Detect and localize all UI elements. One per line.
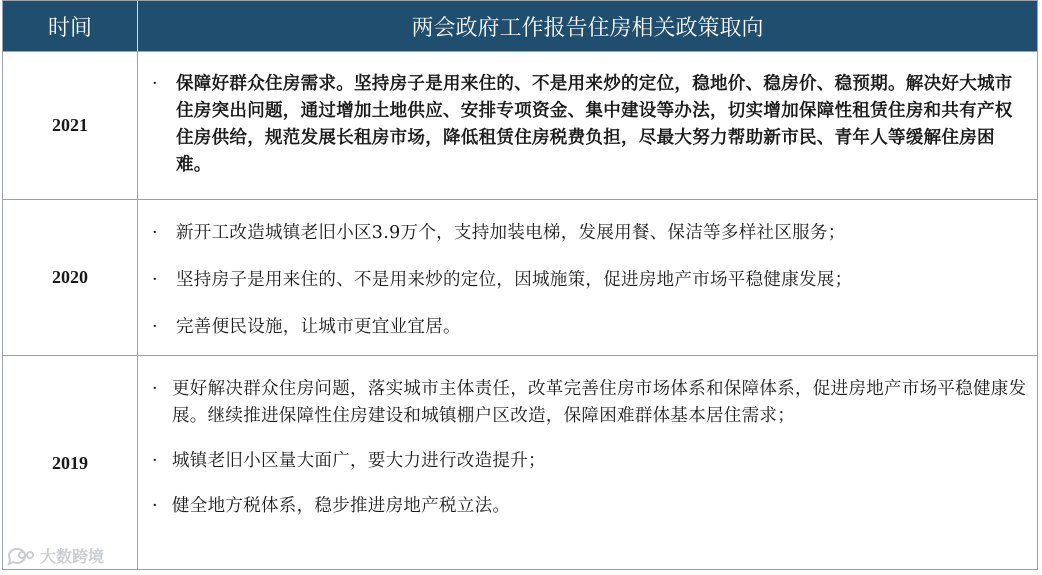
- year-cell: 2019: [3, 356, 138, 570]
- list-item: [152, 493, 1027, 520]
- policy-text: 保障好群众住房需求。坚持房子是用来住的、不是用来炒的定位，稳地价、稳房价、稳预期。解决好大城市住房突出问题，通过增加土地供应、安排专项资金、集中建设等办法，切实增加保障性租赁住房和共有产权住房供给，规范发展长租房市场，降低租赁住房税费负担，尽最大努力帮助新市民、青年人等缓解住房困难。: [176, 74, 1013, 175]
- policy-text: 新开工改造城镇老旧小区3.9万个，支持加装电梯，发展用餐、保洁等多样社区服务；: [176, 223, 846, 243]
- bullet-icon: ·: [152, 379, 158, 399]
- list-item: [152, 220, 1027, 247]
- table-row: [3, 52, 1037, 200]
- table-row: [3, 356, 1037, 570]
- bullet-icon: ·: [152, 317, 158, 337]
- policy-cell: [138, 356, 1037, 570]
- header-time: 时间: [3, 1, 138, 51]
- watermark: [6, 544, 104, 567]
- list-item: [152, 71, 1027, 179]
- bullet-icon: ·: [152, 496, 158, 516]
- year-cell: 2021: [3, 52, 138, 199]
- policy-cell: [138, 200, 1037, 355]
- policy-text: 更好解决群众住房问题，落实城市主体责任，改革完善住房市场体系和保障体系，促进房地产市场平稳健康发展。继续推进保障性住房建设和城镇棚户区改造，保障困难群体基本居住需求；: [172, 379, 1027, 426]
- year-cell: 2020: [3, 200, 138, 355]
- header-policy: 两会政府工作报告住房相关政策取向: [411, 15, 764, 41]
- list-item: [152, 314, 1027, 341]
- list-item: [152, 267, 1027, 294]
- policy-text: 完善便民设施，让城市更宜业宜居。: [176, 317, 461, 337]
- bullet-icon: ·: [152, 74, 158, 94]
- table-row: [3, 200, 1037, 356]
- list-item: [152, 448, 1027, 475]
- bullet-icon: ·: [152, 270, 158, 290]
- policy-cell: [138, 52, 1037, 199]
- policy-text: 坚持房子是用来住的、不是用来炒的定位，因城施策，促进房地产市场平稳健康发展；: [176, 270, 853, 290]
- policy-text: 健全地方税体系，稳步推进房地产税立法。: [172, 496, 511, 516]
- policy-table: [2, 0, 1038, 570]
- chat-bubble-icon: [6, 546, 36, 566]
- bullet-icon: ·: [152, 451, 158, 471]
- list-item: [152, 376, 1027, 430]
- watermark-text: 大数跨境: [40, 547, 105, 566]
- bullet-icon: ·: [152, 223, 158, 243]
- policy-text: 城镇老旧小区量大面广，要大力进行改造提升；: [172, 451, 546, 471]
- table-header: [3, 1, 1037, 52]
